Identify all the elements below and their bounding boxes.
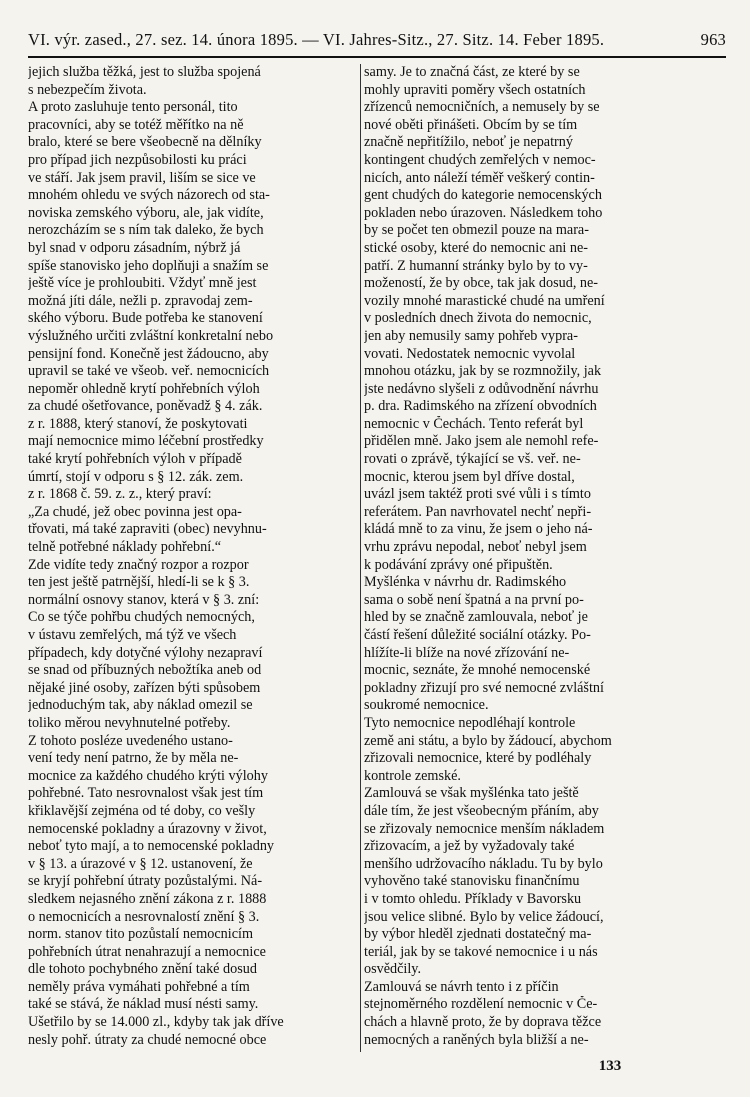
text-line: stejnoměrného rozdělení nemocnic v Če- xyxy=(364,996,598,1013)
text-line: kládá mně to za vinu, že jsem o jeho ná- xyxy=(364,521,593,538)
text-line: dle tohoto pochybného znění také dosud xyxy=(28,961,257,978)
text-line: noviska zemského výboru, ale, jak vidíte, xyxy=(28,204,264,221)
text-line: pohřebné. Tato nesrovnalost však jest tím xyxy=(28,785,264,802)
text-line: byl snad v odporu zásadním, nýbrž já xyxy=(28,239,241,256)
text-line: mnohou otázku, jak by se rozmnožily, jak xyxy=(364,363,602,380)
text-line: o nemocnicích a nesrovnalostí znění § 3. xyxy=(28,908,260,925)
text-line: Zamlouvá se však myšlénka tato ještě xyxy=(364,785,579,802)
text-line: k podávání zprávy oné připuštěn. xyxy=(364,556,553,573)
text-line: stické osoby, které do nemocnic ani ne- xyxy=(364,239,589,256)
text-line: možeností, že by obce, tak jak dosud, ne- xyxy=(364,275,599,292)
text-line: zřizovali nemocnice, které by podléhaly xyxy=(364,750,592,767)
text-line: nemocnic v Čechách. Tento referát byl xyxy=(364,415,584,432)
text-line: neboť tyto mají, a to nemocenské pokladny xyxy=(28,838,275,855)
text-line: pokladen nebo úrazoven. Následkem toho xyxy=(364,204,603,221)
text-line: kontrole zemské. xyxy=(364,767,461,784)
text-line: v posledních dnech života do nemocnic, xyxy=(364,310,592,327)
text-line: sledkem nejasného znění zákona z r. 1888 xyxy=(28,890,267,907)
text-line: mohly upraviti poměry všech ostatních xyxy=(364,81,586,98)
text-line: jen aby nemusily samy pohřeb vypra- xyxy=(364,327,578,344)
text-line: jednoduchým tak, aby náklad omezil se xyxy=(28,697,253,714)
right-column xyxy=(364,64,700,1049)
text-line: výslužného určiti zvláštní konkretalní nebo xyxy=(28,327,274,344)
text-line: vyhověno také stanovisku finančnímu xyxy=(364,873,580,890)
text-line: jejich služba těžká, jest to služba spojená xyxy=(28,64,261,80)
text-line: patří. Z humanní stránky bylo by to vy- xyxy=(364,257,588,274)
text-line: zřízenců nemocničních, a nemusely by se xyxy=(364,99,600,116)
text-line: sama o sobě není špatná a na první po- xyxy=(364,591,584,608)
text-line: vení tedy není patrno, že by měla ne- xyxy=(28,750,239,767)
text-line: Z tohoto posléze uvedeného ustano- xyxy=(28,732,233,749)
text-line: upravil se také ve všeob. veř. nemocnicích xyxy=(28,363,270,380)
text-line: by výbor hleděl zjednati dostatečný ma- xyxy=(364,926,592,943)
text-line: Zamlouvá se návrh tento i z příčin xyxy=(364,978,559,995)
text-line: pensijní fond. Konečně jest žádoucno, aby xyxy=(28,345,269,362)
text-line: z r. 1868 č. 59. z. z., který praví: xyxy=(28,486,212,503)
text-line: vozily mnohé marastické chudé na umření xyxy=(364,292,605,309)
text-line: se zřizovaly nemocnice menším nákladem xyxy=(364,820,605,837)
text-line: telně potřebné náklady pohřební.“ xyxy=(28,539,222,556)
text-line: pro případ jich nezpůsobilosti ku práci xyxy=(28,151,247,168)
text-line: třovati, má také zapraviti (obec) nevyhnu- xyxy=(28,521,267,538)
text-line: nějaké jiné osoby, zařízen býti spůsobem xyxy=(28,679,261,696)
text-line: ského výboru. Bude potřeba ke stanovení xyxy=(28,310,263,327)
text-line: normální osnovy stanov, která v § 3. zní: xyxy=(28,591,260,608)
text-line: Ušetřilo by se 14.000 zl., kdyby tak jak dříve xyxy=(28,1014,284,1031)
text-line: i v tomto ohledu. Příklady v Bavorsku xyxy=(364,890,582,907)
text-line: referátem. Pan navrhovatel nechť nepři- xyxy=(364,503,592,520)
text-line: uvázl jsem taktéž proti své vůli i s tímto xyxy=(364,486,591,503)
text-line: také se stává, že náklad musí nésti samy. xyxy=(28,996,259,1013)
text-line: jste nedávno slyšeli z odůvodnění návrhu xyxy=(364,380,599,397)
text-line: mocnic, kterou jsem byl dříve dostal, xyxy=(364,468,575,485)
text-line: úmrtí, stojí v odporu s § 12. zák. zem. xyxy=(28,468,244,485)
text-line: rovati o zprávě, týkající se vš. veř. ne- xyxy=(364,451,581,468)
running-header xyxy=(28,26,726,54)
text-line: jsou velice slibné. Bylo by velice žádoucí, xyxy=(364,908,604,925)
text-line: spíše stanovisko jeho doplňuji a snažím se xyxy=(28,257,269,274)
signature-mark: 133 xyxy=(598,1058,622,1074)
text-line: hled by se značně zamlouvala, neboť je xyxy=(364,609,588,626)
text-line: země ani státu, a bylo by žádoucí, abychom xyxy=(364,732,612,749)
text-line: případech, kdy dotyčné výlohy nezapraví xyxy=(28,644,263,661)
text-line: v ústavu zemřelých, má týž ve všech xyxy=(28,627,237,643)
text-line: Tyto nemocnice nepodléhají kontrole xyxy=(364,714,576,731)
text-line: přidělen mně. Jako jsem ale nemohl refe- xyxy=(364,433,599,450)
text-line: by se počet ten obmezil pouze na mara- xyxy=(364,222,589,239)
text-line: Co se týče pohřbu chudých nemocných, xyxy=(28,609,255,626)
text-line: norm. stanov tito pozůstalí nemocnicím xyxy=(28,926,253,943)
text-line: dále tím, že jest všeobecným přáním, aby xyxy=(364,802,599,819)
text-line: menšího udržovacího nákladu. Tu by bylo xyxy=(364,855,603,872)
text-line: nerozcházím se s ním tak daleko, že bych xyxy=(28,222,264,239)
text-line: A proto zasluhuje tento personál, tito xyxy=(28,99,238,116)
text-line: zřizovacím, a jež by vyžadovaly také xyxy=(364,838,575,855)
text-line: p. dra. Radimského na zřízení obvodních xyxy=(364,398,597,415)
left-column xyxy=(28,64,364,1049)
text-line: mocnice za každého chudého krýti výlohy xyxy=(28,767,268,784)
text-line: Zde vidíte tedy značný rozpor a rozpor xyxy=(28,556,249,573)
text-line: kontingent chudých zemřelých v nemoc- xyxy=(364,151,596,168)
text-line: osvědčily. xyxy=(364,961,421,978)
text-line: se kryjí pohřební útraty pozůstalými. Ná- xyxy=(28,873,263,890)
text-line: vovati. Nedostatek nemocnic vyvolal xyxy=(364,345,576,362)
text-line: ještě více je prohloubiti. Vždyť mně jest xyxy=(28,275,257,292)
text-line: nemocných a raněných byla bližší a ne- xyxy=(364,1031,589,1048)
text-line: teriál, jak by se takové nemocnice i u nás xyxy=(364,943,598,960)
text-line: „Za chudé, jež obec povinna jest opa- xyxy=(28,503,242,520)
text-line: nemocenské pokladny a úrazovny v život, xyxy=(28,820,267,837)
text-line: se snad od příbuzných nebožtíka aneb od xyxy=(28,662,262,679)
text-line: soukromé nemocnice. xyxy=(364,697,489,714)
text-line: ten jest ještě patrnější, hledí-li se k § 3. xyxy=(28,574,250,591)
text-line: pokladny zřizují pro své nemocné zvláštní xyxy=(364,679,604,696)
header-session-info: VI. výr. zased., 27. sez. 14. února 1895. — VI. Jahres-Sitz., 27. Sitz. 14. Feber 1895. xyxy=(28,30,605,49)
text-line: ve stáří. Jak jsem pravil, liším se sice ve xyxy=(28,169,256,186)
text-line: hlížíte-li blíže na nové zřízování ne- xyxy=(364,644,570,661)
text-line: nepoměr ohledně krytí pohřebních výloh xyxy=(28,380,260,397)
text-line: mají nemocnice mimo léčební prostředky xyxy=(28,433,264,450)
text-line: nesly pohř. útraty za chudé nemocné obce xyxy=(28,1031,267,1048)
text-line: samy. Je to značná část, ze které by se xyxy=(364,64,580,80)
column-divider xyxy=(360,64,361,1052)
text-line: značně nepřitížilo, neboť je nepatrný xyxy=(364,134,573,151)
text-line: Myšlénka v návrhu dr. Radimského xyxy=(364,574,567,591)
text-line: chách a hlavně proto, že by doprava těžce xyxy=(364,1014,602,1031)
text-line: možná jíti dále, nežli p. zpravodaj zem- xyxy=(28,292,253,309)
text-line: nicích, anto náleží téměř veškerý contin- xyxy=(364,169,595,186)
text-line: bralo, které se bere všeobecně na dělníky xyxy=(28,134,262,151)
text-line: vrhu zprávu nepodal, neboť nebyl jsem xyxy=(364,539,587,556)
text-line: nové oběti přinášeti. Obcím by se tím xyxy=(364,116,578,133)
text-line: s nebezpečím života. xyxy=(28,81,147,98)
text-line: z r. 1888, který stanoví, že poskytovati xyxy=(28,415,248,432)
page-number-top: 963 xyxy=(700,30,726,49)
text-line: neměly práva vymáhati pohřebné a tím xyxy=(28,978,250,995)
text-line: pohřebních útrat nenahrazují a nemocnice xyxy=(28,943,266,960)
text-line: v § 13. a úrazové v § 12. ustanovení, že xyxy=(28,855,253,872)
text-line: křiklavější zejména od té doby, co vešly xyxy=(28,802,256,819)
text-line: také krytí pohřebních výloh v případě xyxy=(28,451,242,468)
text-line: gent chudých do kategorie nemocenských xyxy=(364,187,602,204)
text-line: toliko měrou nevyhnutelné potřeby. xyxy=(28,714,231,731)
header-rule xyxy=(28,56,726,58)
text-line: pracovníci, aby se totéž měřítko na ně xyxy=(28,116,244,133)
text-line: částí řešení důležité sociální otázky. Po- xyxy=(364,627,591,643)
text-line: za chudé ošetřovance, poněvadž § 4. zák. xyxy=(28,398,263,415)
text-line: mnohém ohledu ve svých názorech od sta- xyxy=(28,187,270,204)
text-line: mocnic, seznáte, že mnohé nemocenské xyxy=(364,662,591,679)
